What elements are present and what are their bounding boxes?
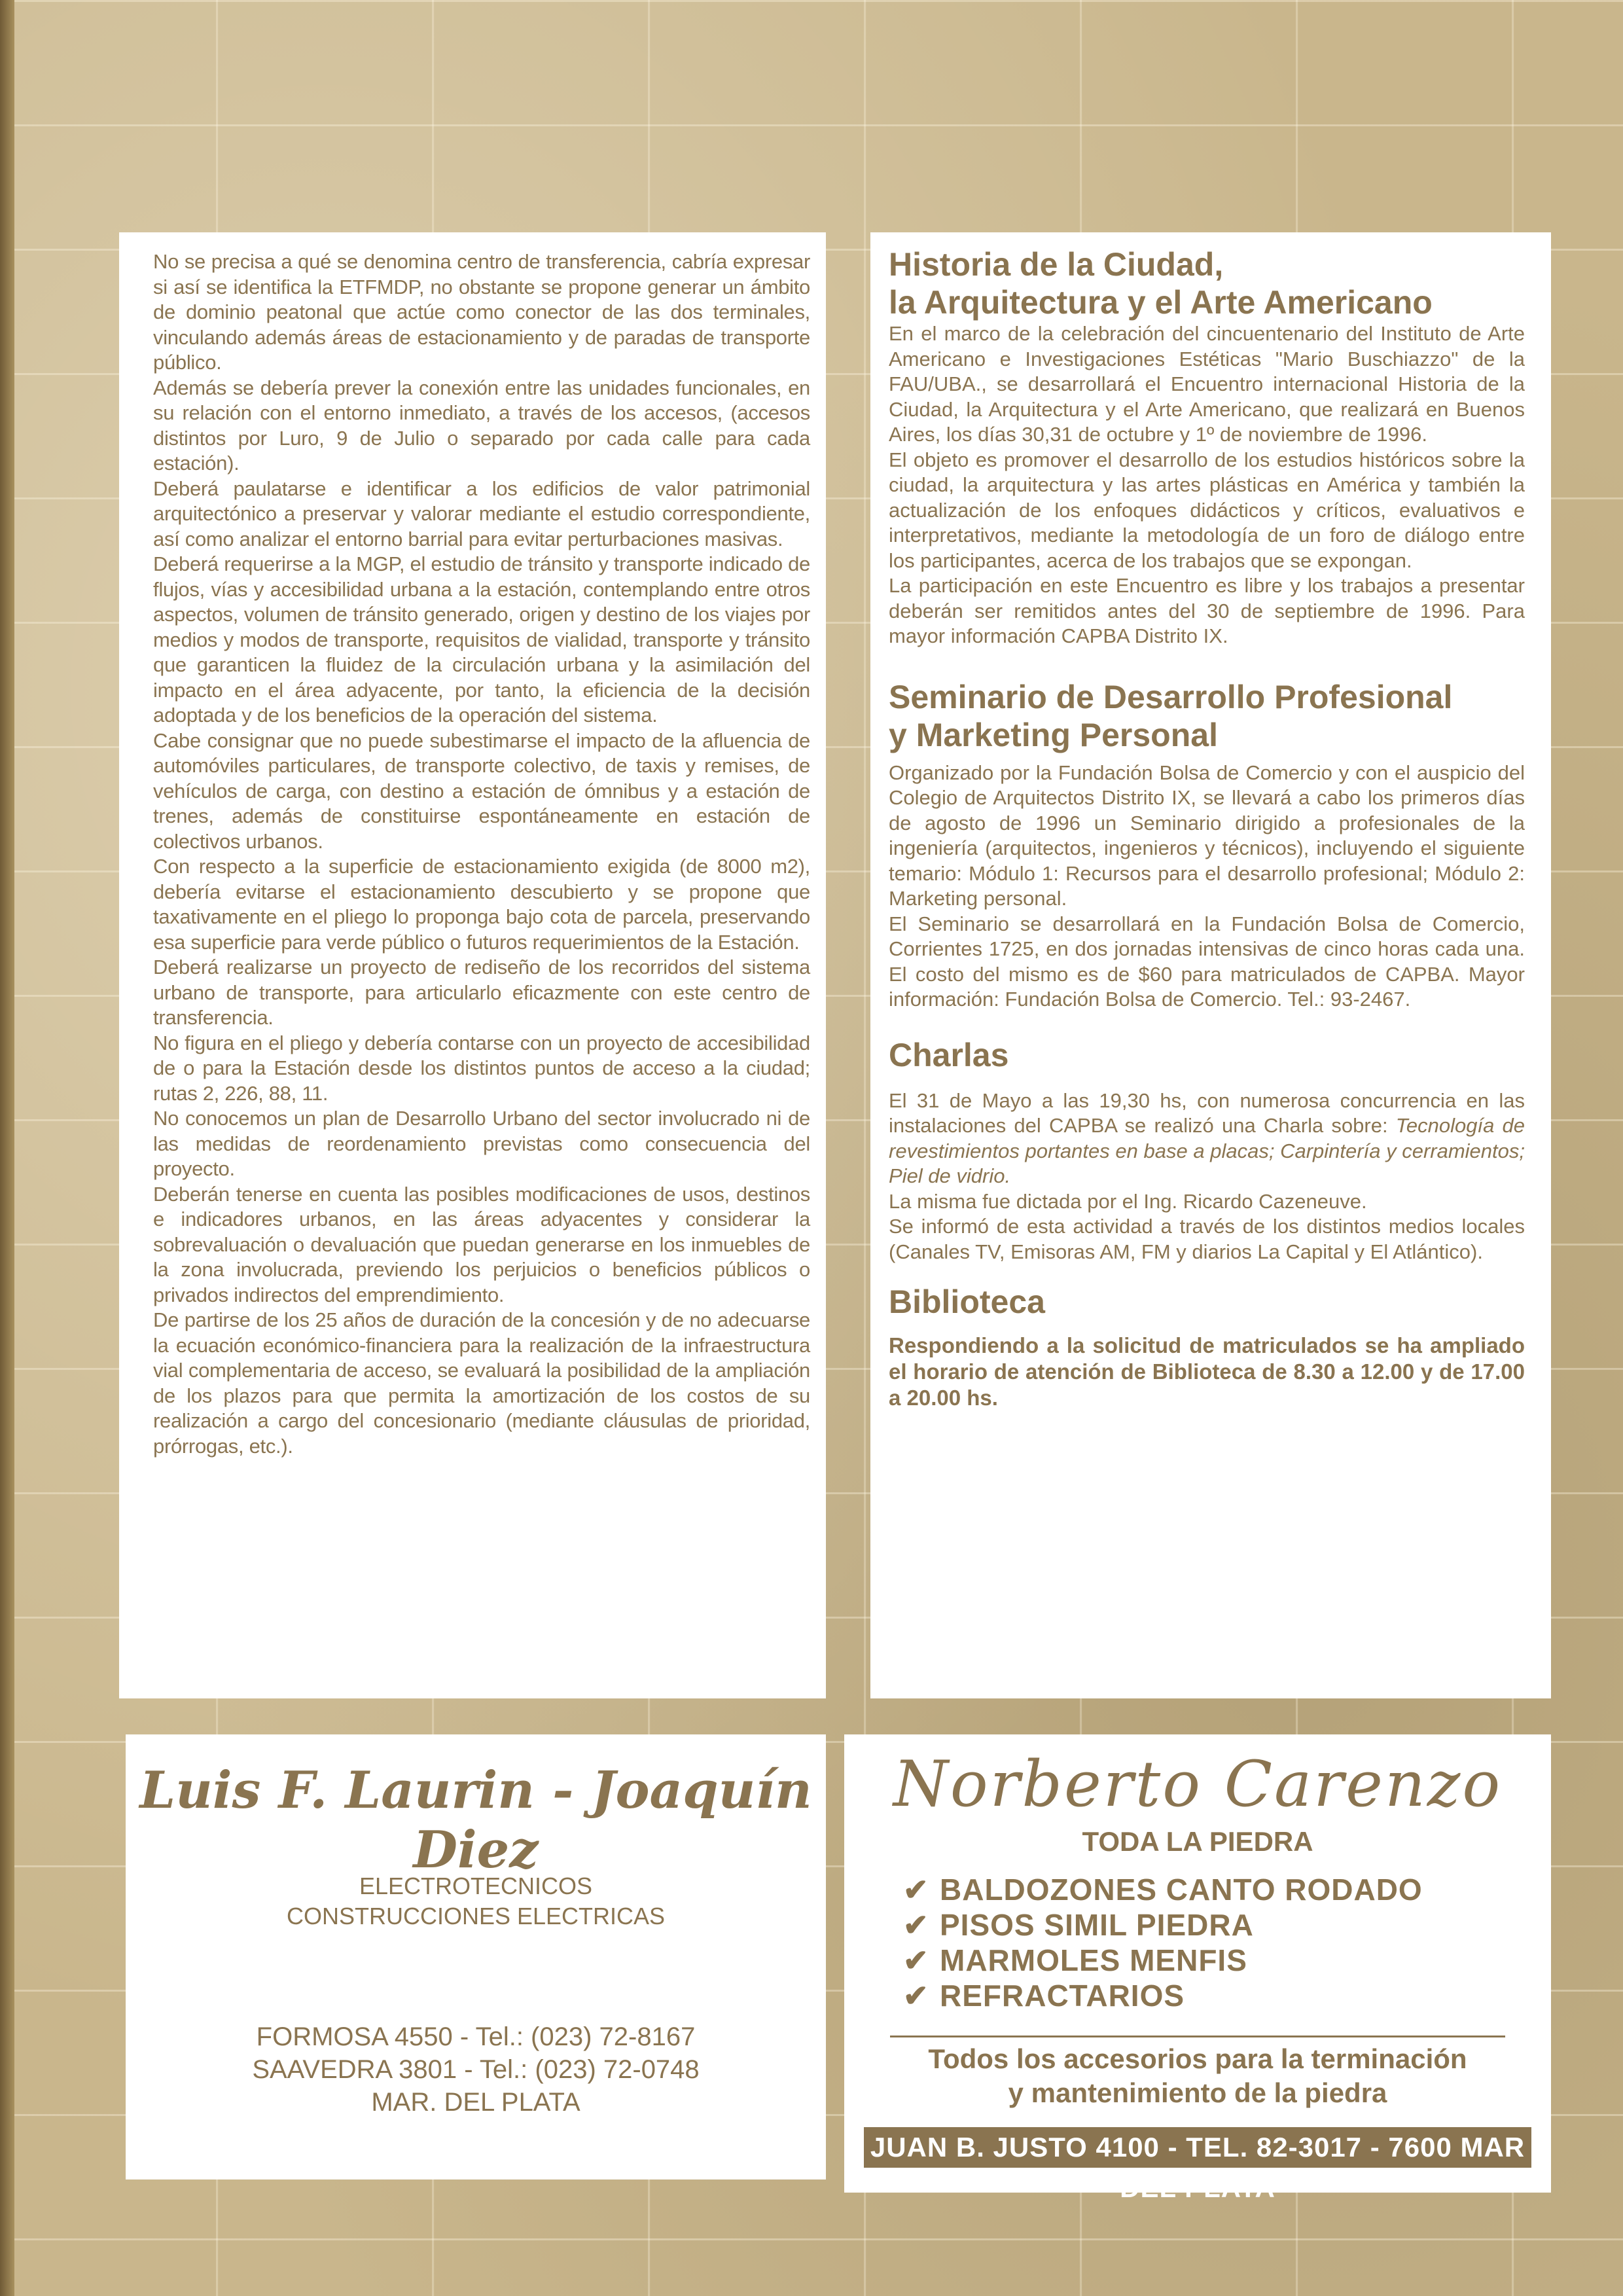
- list-item: [903, 1943, 1423, 1978]
- ad-carenzo: [844, 1734, 1551, 2203]
- ad-laurin-address2: SAAVEDRA 3801 - Tel.: (023) 72-0748: [252, 2055, 700, 2084]
- left-article-panel: [119, 232, 826, 1698]
- left-paragraph-1: No se precisa a qué se denomina centro de transferencia, cabría expresar si así se identifica la ETFMDP, no obstante se propone generar un ámbito de dominio peatonal que actúe como conector de las dos terminales, vinculando además áreas de estacionamiento y de paradas de transporte público.: [153, 250, 810, 374]
- ad-laurin-line2: CONSTRUCCIONES ELECTRICAS: [286, 1903, 666, 1929]
- left-paragraph-4: Deberá requerirse a la MGP, el estudio de tránsito y transporte indicado de flujos, vías y accesibilidad urbana a la estación, contemplando entre otros aspectos, volumen de tránsito generado, origen y destino de los viajes por medios y modos de transporte, requisitos de vialidad, transporte y tránsito que garanticen la fluidez de la circulación urbana y la asimilación del impacto en el área adyacente, por tanto, la eficiencia de la decisión adoptada y de los beneficios de la operación del sistema.: [153, 552, 810, 726]
- page-spine-shadow: [0, 0, 14, 2296]
- ad-carenzo-products: [903, 1872, 1423, 2013]
- list-item: [903, 1907, 1423, 1943]
- left-paragraph-9: No conocemos un plan de Desarrollo Urbano del sector involucrado ni de las medidas de reordenamiento previstas como consecuencia del proyecto.: [153, 1107, 810, 1180]
- check-icon: ✔: [903, 1943, 929, 1977]
- historia-title-line2: la Arquitectura y el Arte Americano: [889, 284, 1433, 321]
- left-paragraph-2: Además se debería prever la conexión entre las unidades funcionales, en su relación con el entorno inmediato, a través de los accesos, (accesos distintos por Luro, 9 de Julio o separado por cada calle para cada estación).: [153, 376, 810, 475]
- ad-laurin-name: Luis F. Laurin - Joaquín Diez: [139, 1761, 812, 1880]
- product-label: PISOS SIMIL PIEDRA: [940, 1908, 1254, 1942]
- product-label: MARMOLES MENFIS: [940, 1943, 1247, 1977]
- left-paragraph-5: Cabe consignar que no puede subestimarse el impacto de la afluencia de automóviles particulares, de transporte colectivo, de taxis y remises, de vehículos de carga, con destino a estación de ómnibus y a estación de trenes, además de constituirse espontáneamente en estación de colectivos urbanos.: [153, 728, 810, 853]
- ad-laurin-line1: ELECTROTECNICOS: [359, 1873, 593, 1899]
- left-paragraph-10: Deberán tenerse en cuenta las posibles modificaciones de usos, destinos e indicadores urbanos, en las áreas adyacentes y considerar la sobrevaluación o devaluación que puedan generarse en los inmuebles de la zona involucrada, previendo los perjuicios o beneficios públicos o privados indirectos del emprendimiento.: [153, 1182, 810, 1306]
- ad-carenzo-note-line1: Todos los accesorios para la terminación: [928, 2043, 1467, 2074]
- seminario-paragraph-1: Organizado por la Fundación Bolsa de Comercio y con el auspicio del Colegio de Arquitectos Distrito IX, se llevará a cabo los primeros días de agosto de 1996 un Seminario dirigido a profesionales de la ingeniería (arquitectos, ingenieros y técnicos), incluyendo el siguiente temario: Módulo 1: Recursos para el desarrollo profesional; Módulo 2: Marketing personal.: [889, 761, 1525, 910]
- historia-section: [889, 245, 1525, 649]
- biblioteca-paragraph: Respondiendo a la solicitud de matriculados se ha ampliado el horario de atención de Biblioteca de 8.30 a 12.00 y de 17.00 a 20.00 hs.: [889, 1333, 1525, 1410]
- biblioteca-title: Biblioteca: [889, 1283, 1045, 1320]
- seminario-title: [889, 678, 1525, 754]
- seminario-title-line1: Seminario de Desarrollo Profesional: [889, 678, 1453, 715]
- left-paragraph-7: Deberá realizarse un proyecto de rediseño de los recorridos del sistema urbano de transporte, para articularlo eficazmente con este centro de transferencia.: [153, 956, 810, 1029]
- seminario-title-line2: y Marketing Personal: [889, 716, 1218, 753]
- historia-title-line1: Historia de la Ciudad,: [889, 246, 1224, 283]
- ad-carenzo-divider: [890, 2036, 1505, 2037]
- list-item: [903, 1872, 1423, 1907]
- ad-carenzo-note-line2: y mantenimiento de la piedra: [1008, 2077, 1387, 2108]
- ad-laurin-address1: FORMOSA 4550 - Tel.: (023) 72-8167: [256, 2022, 696, 2051]
- ad-laurin-diez: [126, 1734, 826, 2179]
- charlas-paragraph-1: [889, 1088, 1525, 1189]
- check-icon: ✔: [903, 1873, 929, 1907]
- charlas-title: Charlas: [889, 1036, 1009, 1073]
- charlas-paragraph-3: Se informó de esta actividad a través de los distintos medios locales (Canales TV, Emisoras AM, FM y diarios La Capital y El Atlántico).: [889, 1215, 1525, 1263]
- product-label: REFRACTARIOS: [940, 1979, 1185, 2013]
- charlas-paragraph-1-text: El 31 de Mayo a las 19,30 hs, con numerosa concurrencia en las instalaciones del CAPBA se realizó una Charla sobre:: [889, 1088, 1525, 1137]
- check-icon: ✔: [903, 1908, 929, 1942]
- historia-paragraph-2: El objeto es promover el desarrollo de los estudios históricos sobre la ciudad, la arquitectura y las artes plásticas en América y también la actualización de los enfoques didácticos y críticos, evaluativos e interpretativos, mediante la metodología de un foro de diálogo entre los participantes, acerca de los trabajos que se expongan.: [889, 448, 1525, 572]
- biblioteca-section: [889, 1283, 1525, 1411]
- left-paragraph-3: Deberá paulatarse e identificar a los edificios de valor patrimonial arquitectónico a preservar y valorar mediante el estudio correspondiente, así como analizar el entorno barrial para evitar perturbaciones masivas.: [153, 476, 810, 550]
- left-paragraph-8: No figura en el pliego y debería contarse con un proyecto de accesibilidad de o para la Estación desde los distintos puntos de acceso a la ciudad; rutas 2, 226, 88, 11.: [153, 1031, 810, 1105]
- historia-paragraph-1: En el marco de la celebración del cincuentenario del Instituto de Arte Americano e Investigaciones Estéticas "Mario Buschiazzo" de la FAU/UBA., se desarrollará el Encuentro internacional Historia de la Ciudad, la Arquitectura y el Arte Americano, que realizará en Buenos Aires, los días 30,31 de octubre y 1º de noviembre de 1996.: [889, 322, 1525, 446]
- ad-carenzo-note: [844, 2042, 1551, 2110]
- ad-carenzo-subtitle: TODA LA PIEDRA: [1082, 1826, 1313, 1857]
- charlas-topics: Tecnología de revestimientos portantes en base a placas; Carpintería y cerramientos; Piel de vidrio.: [889, 1114, 1525, 1187]
- right-news-panel: [870, 232, 1551, 1698]
- left-paragraph-6: Con respecto a la superficie de estacionamiento exigida (de 8000 m2), debería evitarse el estacionamiento descubierto y se propone que taxativamente en el pliego lo proponga bajo cota de parcela, preservando esa superficie para verde público o futuros requerimientos de la Estación.: [153, 855, 810, 954]
- seminario-paragraph-2: El Seminario se desarrollará en la Fundación Bolsa de Comercio, Corrientes 1725, en dos jornadas intensivas de cinco horas cada una. El costo del mismo es de $60 para matriculados de CAPBA. Mayor información: Fundación Bolsa de Comercio. Tel.: 93-2467.: [889, 912, 1525, 1011]
- seminario-section: [889, 678, 1525, 1013]
- historia-title: [889, 245, 1525, 321]
- charlas-paragraph-2: La misma fue dictada por el Ing. Ricardo Cazeneuve.: [889, 1189, 1367, 1213]
- ad-laurin-city: MAR. DEL PLATA: [371, 2088, 580, 2117]
- list-item: [903, 1978, 1423, 2013]
- check-icon: ✔: [903, 1979, 929, 2013]
- historia-paragraph-3: La participación en este Encuentro es libre y los trabajos a presentar deberán ser remitidos antes del 30 de septiembre de 1996. Para mayor información CAPBA Distrito IX.: [889, 574, 1525, 647]
- ad-carenzo-address: JUAN B. JUSTO 4100 - TEL. 82-3017 - 7600 MAR DEL PLATA: [864, 2127, 1531, 2168]
- ad-carenzo-name: Norberto Carenzo: [893, 1748, 1503, 1821]
- left-paragraph-11: De partirse de los 25 años de duración de la concesión y de no adecuarse la ecuación económico-financiera para la realización de la infraestructura vial complementaria de acceso, se evaluará la posibilidad de la ampliación de los plazos para que permita la amortización de los costos de su realización a cargo del concesionario (mediante cláusulas de prioridad, prórrogas, etc.).: [153, 1308, 810, 1458]
- product-label: BALDOZONES CANTO RODADO: [940, 1873, 1423, 1907]
- charlas-section: [889, 1036, 1525, 1265]
